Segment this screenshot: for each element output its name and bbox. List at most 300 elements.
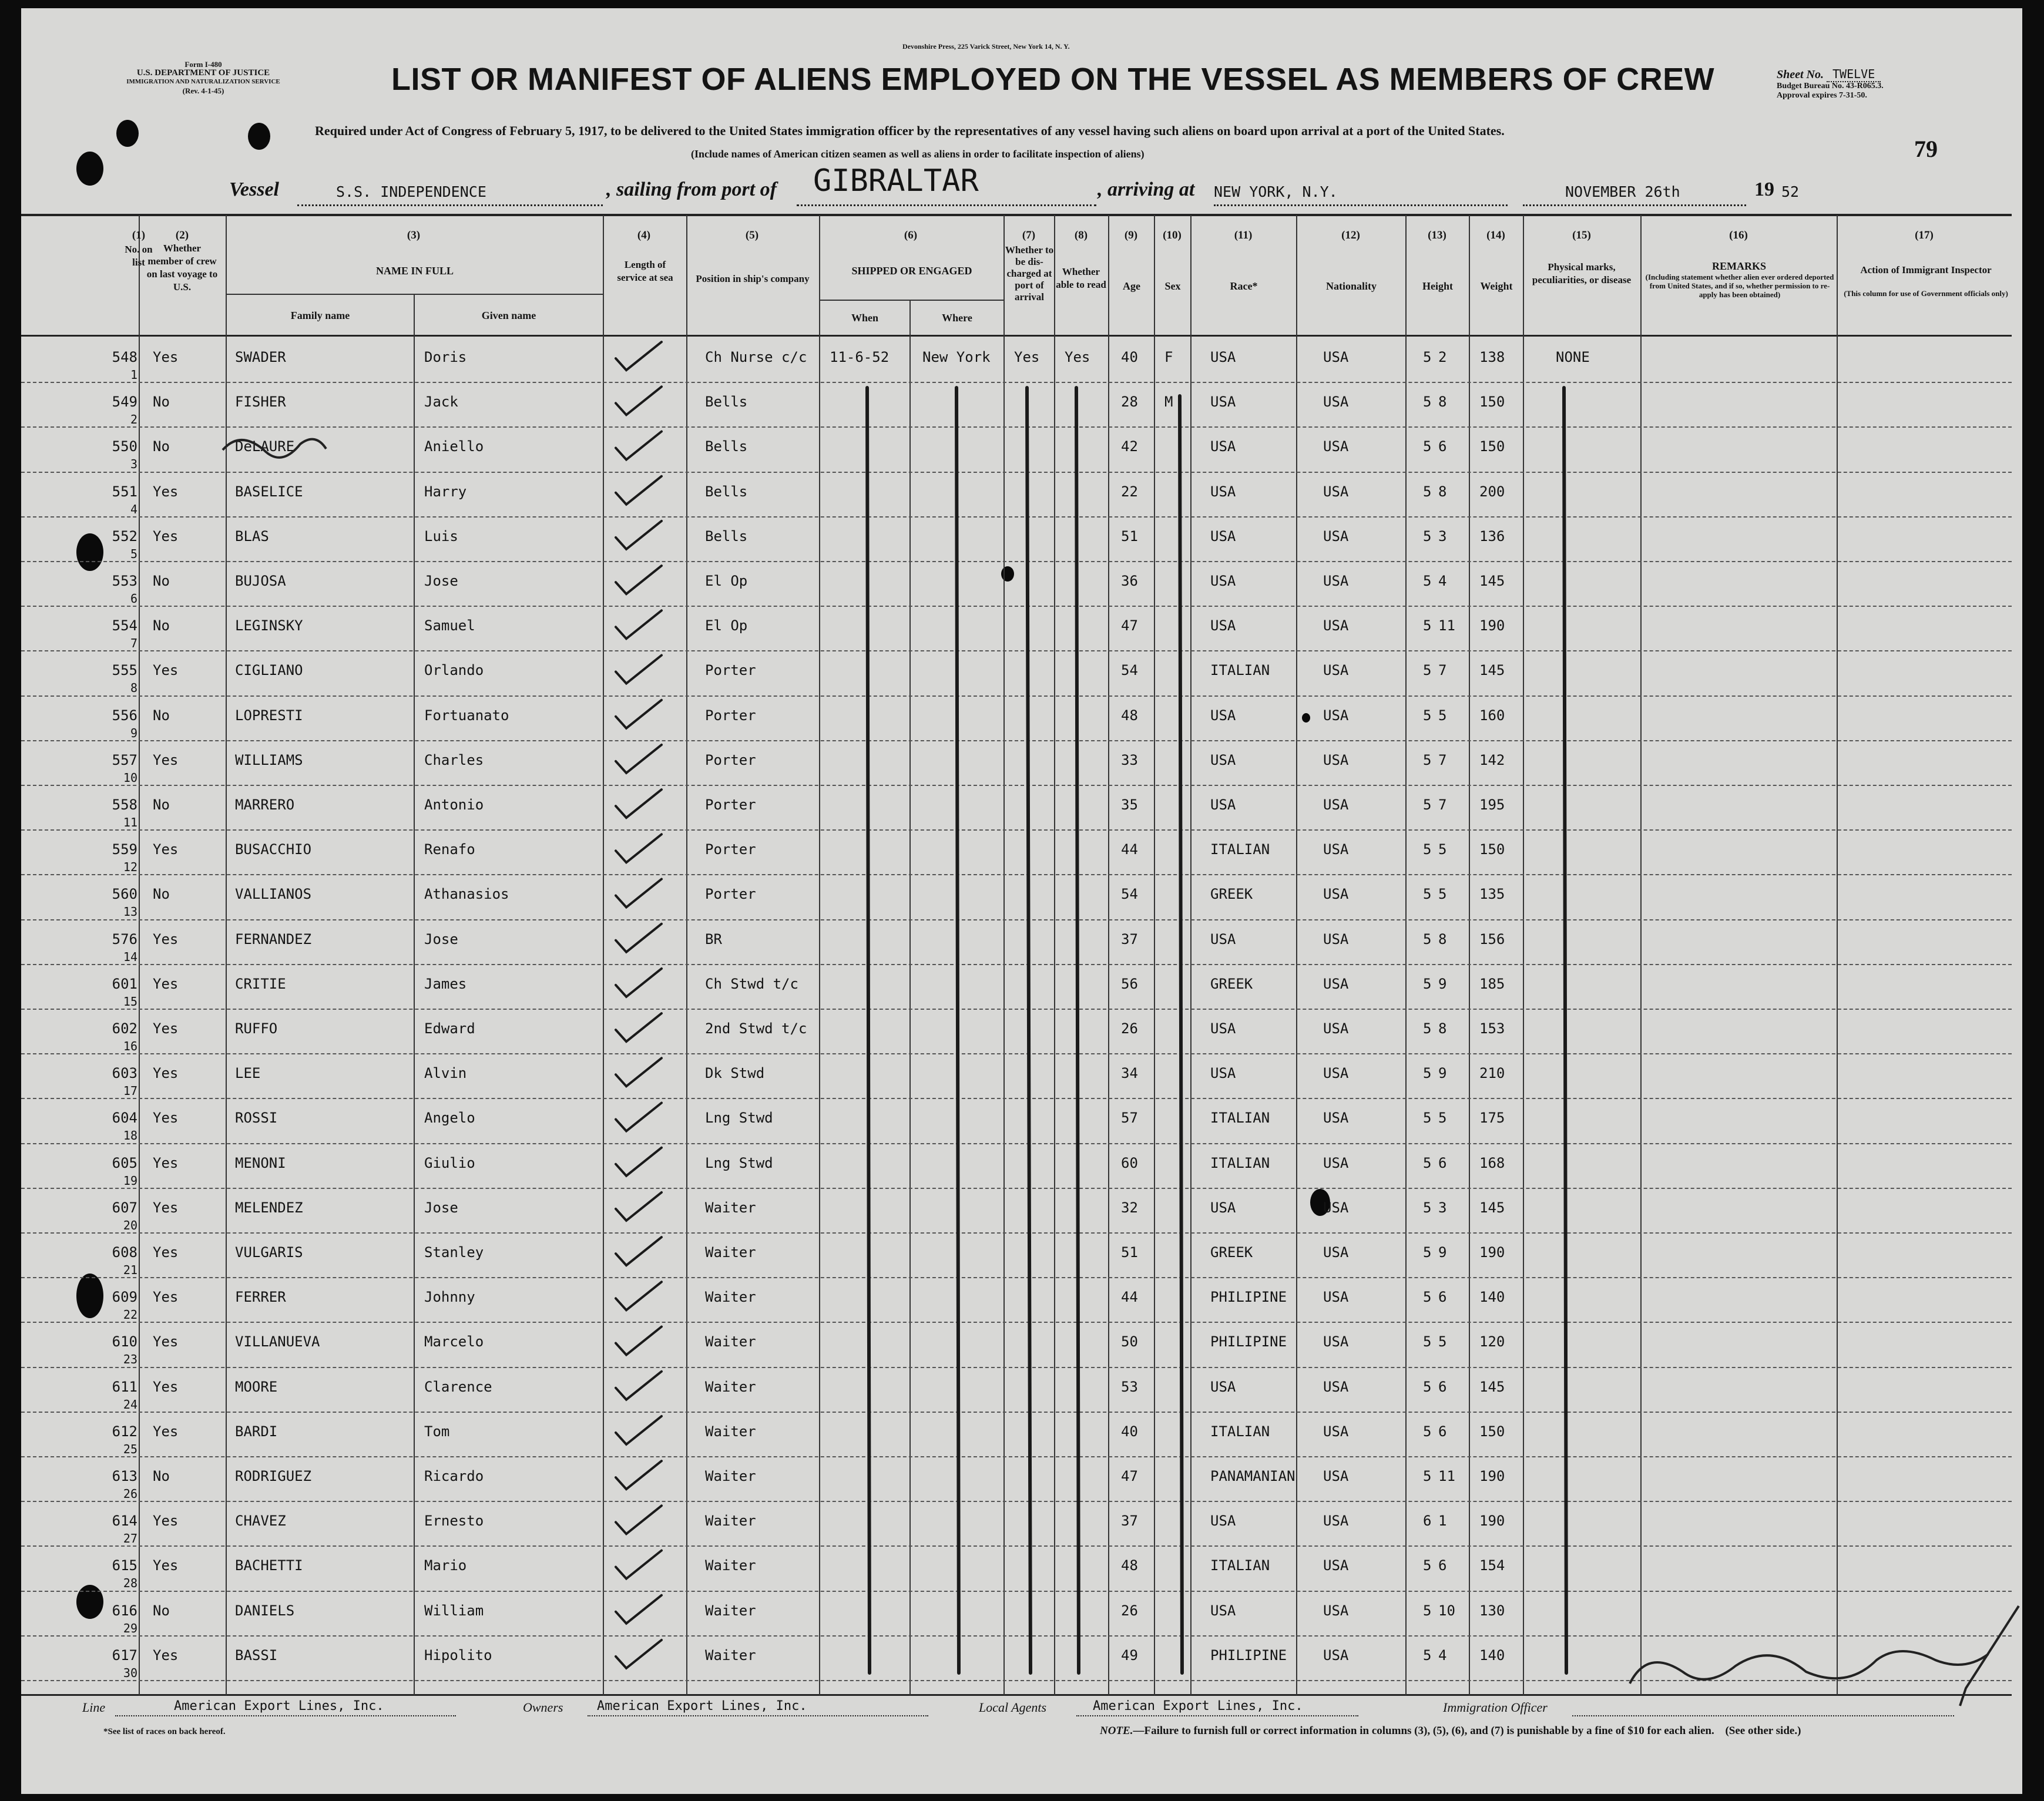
- cell-prev: Yes: [153, 1020, 179, 1037]
- cell-given: Stanley: [424, 1244, 484, 1261]
- col8-header: Whether able to read: [1056, 266, 1106, 290]
- cell-no: 560: [112, 886, 137, 903]
- cell-in: 4: [1438, 1647, 1447, 1664]
- cell-weight: 120: [1479, 1333, 1505, 1350]
- check-mark: [616, 1327, 662, 1355]
- cell-no: 576: [112, 930, 137, 947]
- cell-age: 44: [1121, 841, 1138, 858]
- see-other-side: (See other side.): [1725, 1725, 1801, 1737]
- cell-given: Harry: [424, 483, 467, 500]
- cell-weight: 195: [1479, 797, 1505, 813]
- cell-in: 6: [1438, 438, 1447, 455]
- arriving-port: NEW YORK, N.Y.: [1214, 183, 1338, 200]
- col7-number: (7): [1022, 229, 1036, 241]
- cell-line-number: 8: [130, 681, 137, 695]
- cell-ft: 5: [1423, 1065, 1432, 1082]
- cell-weight: 150: [1479, 438, 1505, 455]
- cell-line-number: 29: [123, 1621, 137, 1635]
- cell-position: Lng Stwd: [705, 1110, 773, 1127]
- cell-prev: Yes: [153, 1647, 179, 1664]
- cell-weight: 185: [1479, 975, 1505, 992]
- col7-header: Whether to be dis-charged at port of arrival: [1005, 244, 1054, 303]
- cell-in: 6: [1438, 1154, 1447, 1171]
- cell-nat: USA: [1323, 751, 1349, 768]
- cell-prev: Yes: [153, 930, 179, 947]
- cell-position: Porter: [705, 707, 756, 724]
- cell-given: Jose: [424, 1199, 458, 1216]
- officer-signature: [1630, 1651, 1988, 1684]
- cell-line-number: 15: [123, 994, 137, 1009]
- cell-prev: No: [153, 617, 170, 634]
- cell-nat: USA: [1323, 1020, 1349, 1037]
- cell-race: PANAMANIAN: [1210, 1468, 1295, 1484]
- cell-ft: 5: [1423, 797, 1432, 813]
- cell-family: VILLANUEVA: [235, 1333, 320, 1350]
- cell-age: 56: [1121, 975, 1138, 992]
- cell-line-number: 16: [123, 1039, 137, 1053]
- manifest-document: [21, 8, 2022, 1794]
- cell-family: BLAS: [235, 527, 269, 545]
- check-mark: [616, 432, 662, 460]
- cell-family: ROSSI: [235, 1110, 278, 1127]
- col10-header: Sex: [1164, 280, 1181, 292]
- cell-age: 28: [1121, 394, 1138, 411]
- cell-weight: 156: [1479, 930, 1505, 947]
- cell-no: 602: [112, 1020, 137, 1037]
- cell-in: 9: [1438, 1244, 1447, 1261]
- cell-age: 26: [1121, 1020, 1138, 1037]
- cell-nat: USA: [1323, 349, 1349, 365]
- cell-given: Giulio: [424, 1154, 475, 1171]
- cell-line-number: 9: [130, 725, 137, 740]
- cell-given: William: [424, 1602, 484, 1619]
- cell-nat: USA: [1323, 1110, 1349, 1127]
- cell-ft: 6: [1423, 1513, 1432, 1530]
- check-mark: [616, 1506, 662, 1534]
- check-mark: [616, 700, 662, 728]
- cell-line-number: 24: [123, 1397, 137, 1412]
- cell-ft: 5: [1423, 438, 1432, 455]
- cell-age: 36: [1121, 573, 1138, 589]
- check-mark: [616, 566, 662, 594]
- cell-prev: Yes: [153, 1289, 179, 1306]
- cell-weight: 138: [1479, 349, 1505, 365]
- check-mark: [616, 969, 662, 997]
- cell-position: Bells: [705, 527, 748, 545]
- cell-prev: Yes: [153, 751, 179, 768]
- cell-weight: 160: [1479, 707, 1505, 724]
- cell-given: Jose: [424, 573, 458, 589]
- col12-header: Nationality: [1325, 280, 1377, 292]
- ditto-line-discharge: [1027, 388, 1031, 1673]
- cell-race: ITALIAN: [1210, 841, 1270, 858]
- cell-prev: Yes: [153, 1065, 179, 1082]
- cell-nat: USA: [1323, 1468, 1349, 1484]
- cell-race: USA: [1210, 527, 1236, 545]
- cell-line-number: 27: [123, 1531, 137, 1546]
- col17-number: (17): [1915, 229, 1934, 241]
- cell-given: Clarence: [424, 1378, 492, 1395]
- cell-age: 60: [1121, 1154, 1138, 1171]
- col2-number: (2): [175, 229, 189, 241]
- cell-family: VALLIANOS: [235, 886, 312, 903]
- cell-no: 552: [112, 527, 137, 545]
- approval-expires: Approval expires 7-31-50.: [1777, 91, 1867, 100]
- cell-given: Mario: [424, 1557, 467, 1574]
- cell-line-number: 28: [123, 1576, 137, 1591]
- cell-position: El Op: [705, 573, 748, 589]
- cell-age: 54: [1121, 886, 1138, 903]
- cell-in: 3: [1438, 1199, 1447, 1216]
- cell-position: Lng Stwd: [705, 1154, 773, 1171]
- cell-ft: 5: [1423, 394, 1432, 411]
- cell-weight: 145: [1479, 1378, 1505, 1395]
- cell-line-number: 12: [123, 860, 137, 875]
- cell-in: 6: [1438, 1378, 1447, 1395]
- cell-family: FERNANDEZ: [235, 930, 312, 947]
- cell-race: USA: [1210, 1602, 1236, 1619]
- cell-no: 554: [112, 617, 137, 634]
- cell-prev: No: [153, 1602, 170, 1619]
- cell-given: Antonio: [424, 797, 484, 813]
- cell-no: 549: [112, 394, 137, 411]
- cell-marks: NONE: [1556, 349, 1590, 365]
- cell-race: USA: [1210, 1199, 1236, 1216]
- cell-family: MOORE: [235, 1378, 278, 1395]
- cell-in: 11: [1438, 617, 1455, 634]
- cell-weight: 210: [1479, 1065, 1505, 1082]
- cell-given: Orlando: [424, 662, 484, 679]
- check-mark: [616, 1282, 662, 1310]
- check-mark: [616, 387, 662, 415]
- cell-age: 49: [1121, 1647, 1138, 1664]
- cell-position: BR: [705, 930, 722, 947]
- cell-position: Waiter: [705, 1423, 756, 1440]
- cell-ft: 5: [1423, 1602, 1432, 1619]
- cell-ft: 5: [1423, 662, 1432, 679]
- check-mark: [616, 1372, 662, 1400]
- ditto-line-sex: [1180, 396, 1182, 1673]
- vessel-name: S.S. INDEPENDENCE: [336, 183, 486, 200]
- cell-race: USA: [1210, 1065, 1236, 1082]
- cell-family: LEGINSKY: [235, 617, 303, 634]
- cell-no: 609: [112, 1289, 137, 1306]
- cell-ft: 5: [1423, 1378, 1432, 1395]
- cell-no: 616: [112, 1602, 137, 1619]
- check-mark: [616, 521, 662, 549]
- check-mark: [616, 1237, 662, 1265]
- cell-age: 44: [1121, 1289, 1138, 1306]
- cell-line-number: 20: [123, 1218, 137, 1232]
- cell-in: 7: [1438, 797, 1447, 813]
- cell-ft: 5: [1423, 975, 1432, 992]
- cell-age: 57: [1121, 1110, 1138, 1127]
- agents-label: Local Agents: [979, 1700, 1047, 1715]
- cell-age: 35: [1121, 797, 1138, 813]
- cell-age: 37: [1121, 930, 1138, 947]
- cell-sex: F: [1164, 349, 1173, 365]
- cell-age: 47: [1121, 1468, 1138, 1484]
- cell-no: 555: [112, 662, 137, 679]
- cell-family: MELENDEZ: [235, 1199, 303, 1216]
- cell-nat: USA: [1323, 1289, 1349, 1306]
- cell-given: Fortuanato: [424, 707, 509, 724]
- sheet-value: TWELVE: [1827, 67, 1881, 82]
- cell-in: 9: [1438, 1065, 1447, 1082]
- ditto-line-read: [1076, 388, 1079, 1673]
- cell-position: Waiter: [705, 1468, 756, 1484]
- cell-position: El Op: [705, 617, 748, 634]
- cell-position: Porter: [705, 886, 756, 903]
- cell-in: 5: [1438, 886, 1447, 903]
- cell-age: 40: [1121, 1423, 1138, 1440]
- cell-weight: 168: [1479, 1154, 1505, 1171]
- col3-header: NAME IN FULL: [375, 265, 454, 277]
- cell-given: Ricardo: [424, 1468, 484, 1484]
- cell-age: 50: [1121, 1333, 1138, 1350]
- cell-nat: USA: [1323, 394, 1349, 411]
- cell-nat: USA: [1323, 1647, 1349, 1664]
- col6-header: SHIPPED OR ENGAGED: [851, 265, 972, 277]
- check-mark: [616, 879, 662, 908]
- cell-race: USA: [1210, 483, 1236, 500]
- cell-line-number: 1: [130, 368, 137, 382]
- cell-ft: 5: [1423, 841, 1432, 858]
- cell-age: 54: [1121, 662, 1138, 679]
- cell-line-number: 6: [130, 592, 137, 606]
- service: IMMIGRATION AND NATURALIZATION SERVICE: [126, 78, 280, 85]
- owners-label: Owners: [523, 1700, 563, 1715]
- cell-weight: 190: [1479, 1468, 1505, 1484]
- cell-in: 10: [1438, 1602, 1455, 1619]
- check-mark: [616, 745, 662, 773]
- cell-given: James: [424, 975, 467, 992]
- cell-given: Angelo: [424, 1110, 475, 1127]
- cell-given: Ernesto: [424, 1513, 484, 1530]
- cell-in: 4: [1438, 573, 1447, 589]
- cell-line-number: 7: [130, 636, 137, 651]
- check-mark: [616, 1103, 662, 1131]
- col5-number: (5): [745, 229, 759, 241]
- year-prefix: 19: [1754, 179, 1774, 200]
- cell-no: 615: [112, 1557, 137, 1574]
- cell-position: Porter: [705, 797, 756, 813]
- cell-given: Charles: [424, 751, 484, 768]
- cell-family: CRITIE: [235, 975, 286, 992]
- cell-prev: Yes: [153, 1557, 179, 1574]
- cell-prev: Yes: [153, 1244, 179, 1261]
- cell-weight: 190: [1479, 1513, 1505, 1530]
- cell-weight: 150: [1479, 841, 1505, 858]
- cell-race: ITALIAN: [1210, 1557, 1270, 1574]
- cell-given: Samuel: [424, 617, 475, 634]
- handwritten-marks: [21, 8, 2022, 1794]
- check-mark: [616, 1192, 662, 1221]
- cell-line-number: 21: [123, 1263, 137, 1277]
- cell-prev: Yes: [153, 483, 179, 500]
- cell-prev: No: [153, 797, 170, 813]
- cell-position: Waiter: [705, 1333, 756, 1350]
- cell-in: 5: [1438, 707, 1447, 724]
- cell-race: GREEK: [1210, 886, 1253, 903]
- cell-no: 557: [112, 751, 137, 768]
- cell-in: 8: [1438, 483, 1447, 500]
- cell-weight: 150: [1479, 394, 1505, 411]
- check-mark: [616, 1416, 662, 1444]
- cell-given: Aniello: [424, 438, 484, 455]
- cell-position: Ch Stwd t/c: [705, 975, 798, 992]
- cell-family: LOPRESTI: [235, 707, 303, 724]
- cell-race: USA: [1210, 1020, 1236, 1037]
- cell-in: 6: [1438, 1557, 1447, 1574]
- cell-line-number: 19: [123, 1173, 137, 1188]
- cell-line-number: 3: [130, 457, 137, 472]
- cell-prev: Yes: [153, 975, 179, 992]
- note-label: NOTE.: [1100, 1725, 1133, 1737]
- cell-in: 8: [1438, 1020, 1447, 1037]
- cell-prev: Yes: [153, 1423, 179, 1440]
- cell-race: GREEK: [1210, 1244, 1253, 1261]
- check-mark: [616, 476, 662, 505]
- col11-header: Race*: [1230, 280, 1258, 292]
- cell-age: 22: [1121, 483, 1138, 500]
- cell-ft: 5: [1423, 1647, 1432, 1664]
- cell-line-number: 30: [123, 1665, 137, 1680]
- cell-position: Dk Stwd: [705, 1065, 765, 1082]
- cell-position: Porter: [705, 841, 756, 858]
- cell-nat: USA: [1323, 930, 1349, 947]
- sheet-label: Sheet No.: [1777, 68, 1824, 81]
- cell-line-number: 22: [123, 1308, 137, 1322]
- cell-position: Waiter: [705, 1647, 756, 1664]
- cell-given: Jose: [424, 930, 458, 947]
- col2-header: Whether member of crew on last voyage to U.S.: [146, 243, 218, 293]
- cell-race: USA: [1210, 573, 1236, 589]
- cell-family: FISHER: [235, 394, 286, 411]
- cell-given: Johnny: [424, 1289, 475, 1306]
- cell-ft: 5: [1423, 1289, 1432, 1306]
- cell-prev: No: [153, 438, 170, 455]
- cell-no: 604: [112, 1110, 137, 1127]
- cell-nat: USA: [1323, 975, 1349, 992]
- cell-position: Bells: [705, 394, 748, 411]
- cell-family: WILLIAMS: [235, 751, 303, 768]
- cell-given: Alvin: [424, 1065, 467, 1082]
- check-mark: [616, 1551, 662, 1579]
- col16-header: REMARKS: [1711, 260, 1766, 272]
- cell-nat: USA: [1323, 1378, 1349, 1395]
- cell-weight: 190: [1479, 617, 1505, 634]
- cell-no: 551: [112, 483, 137, 500]
- cell-age: 48: [1121, 707, 1138, 724]
- cell-given: Marcelo: [424, 1333, 484, 1350]
- cell-age: 42: [1121, 438, 1138, 455]
- cell-no: 612: [112, 1423, 137, 1440]
- cell-given: Athanasios: [424, 886, 509, 903]
- cell-family: BASELICE: [235, 483, 303, 500]
- cell-weight: 145: [1479, 573, 1505, 589]
- cell-position: Bells: [705, 483, 748, 500]
- check-mark: [616, 924, 662, 952]
- cell-age: 53: [1121, 1378, 1138, 1395]
- cell-prev: No: [153, 394, 170, 411]
- ditto-line-where: [956, 388, 959, 1673]
- cell-in: 8: [1438, 930, 1447, 947]
- cell-weight: 142: [1479, 751, 1505, 768]
- cell-line-number: 10: [123, 770, 137, 785]
- budget-bureau: Budget Bureau No. 43-R065.3.: [1777, 82, 1884, 90]
- year-suffix: 52: [1781, 183, 1800, 200]
- cell-no: 603: [112, 1065, 137, 1082]
- cell-ft: 5: [1423, 527, 1432, 545]
- col16-number: (16): [1729, 229, 1748, 241]
- cell-position: Waiter: [705, 1378, 756, 1395]
- cell-ft: 5: [1423, 573, 1432, 589]
- cell-race: USA: [1210, 349, 1236, 365]
- col4-header: Length of service at sea: [617, 259, 673, 283]
- page-number: 79: [1914, 136, 1938, 162]
- cell-weight: 135: [1479, 886, 1505, 903]
- cell-weight: 140: [1479, 1289, 1505, 1306]
- cell-nat: USA: [1323, 1199, 1349, 1216]
- col15-header: Physical marks, peculiarities, or disease: [1532, 261, 1632, 285]
- cell-race: PHILIPINE: [1210, 1289, 1287, 1306]
- races-note: *See list of races on back hereof.: [103, 1727, 226, 1736]
- cell-ft: 5: [1423, 707, 1432, 724]
- cell-in: 7: [1438, 662, 1447, 679]
- port-from-label: , sailing from port of: [606, 179, 777, 200]
- cell-ft: 5: [1423, 1557, 1432, 1574]
- cell-position: 2nd Stwd t/c: [705, 1020, 807, 1037]
- subtitle-note: (Include names of American citizen seamen as well as aliens in order to facilitate inspection of aliens): [691, 148, 1144, 160]
- cell-given: Jack: [424, 394, 458, 411]
- cell-weight: 150: [1479, 1423, 1505, 1440]
- cell-age: 34: [1121, 1065, 1138, 1082]
- col1-header: No. on list: [125, 244, 153, 268]
- col10-number: (10): [1163, 229, 1182, 241]
- cell-race: USA: [1210, 797, 1236, 813]
- check-mark: [616, 1058, 662, 1086]
- cell-nat: USA: [1323, 797, 1349, 813]
- cell-ft: 5: [1423, 1244, 1432, 1261]
- cell-nat: USA: [1323, 841, 1349, 858]
- cell-age: 47: [1121, 617, 1138, 634]
- cell-no: 611: [112, 1378, 137, 1395]
- col13-number: (13): [1428, 229, 1446, 241]
- arrival-date: NOVEMBER 26th: [1565, 183, 1680, 200]
- cell-nat: USA: [1323, 1513, 1349, 1530]
- cell-family: RODRIGUEZ: [235, 1468, 312, 1484]
- col14-number: (14): [1486, 229, 1505, 241]
- cell-race: ITALIAN: [1210, 1110, 1270, 1127]
- check-mark: [616, 1640, 662, 1668]
- cell-age: 26: [1121, 1602, 1138, 1619]
- cell-weight: 153: [1479, 1020, 1505, 1037]
- cell-race: USA: [1210, 930, 1236, 947]
- cell-no: 556: [112, 707, 137, 724]
- check-mark: [616, 1595, 662, 1624]
- cell-in: 8: [1438, 394, 1447, 411]
- cell-family: BARDI: [235, 1423, 278, 1440]
- cell-ft: 5: [1423, 1154, 1432, 1171]
- cell-ft: 5: [1423, 483, 1432, 500]
- cell-nat: USA: [1323, 886, 1349, 903]
- cell-prev: Yes: [153, 349, 179, 365]
- cell-family: SWADER: [235, 349, 286, 365]
- cell-no: 553: [112, 573, 137, 589]
- cell-in: 3: [1438, 527, 1447, 545]
- col1-number: (1): [132, 229, 146, 241]
